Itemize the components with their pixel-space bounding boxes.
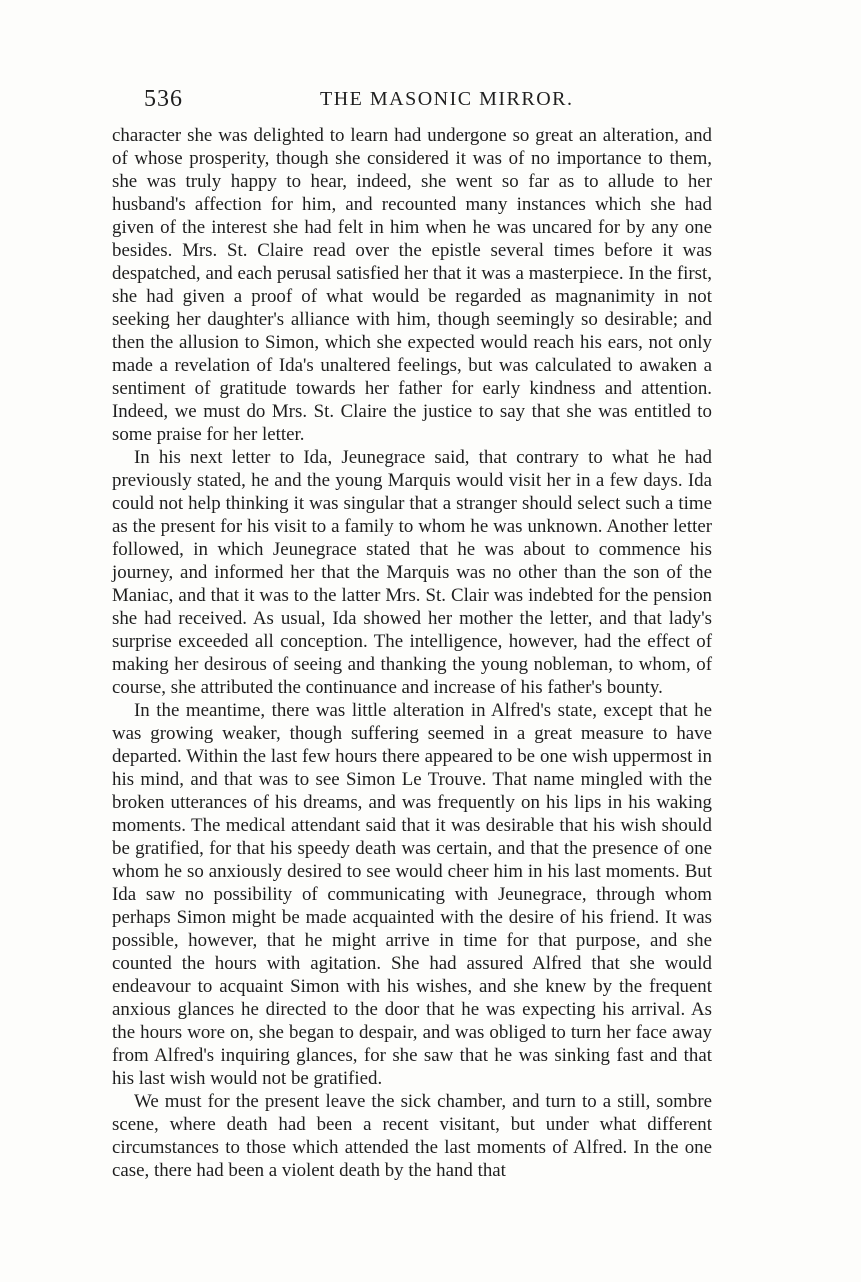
paragraph: In his next letter to Ida, Jeunegrace said, that contrary to what he had previously stated, he and the young Marquis would visit her in a few days. Ida could not help thinking it was singular that a stranger should select such a time as the present for his visit to a family to whom he was unknown. Another letter followed, in which Jeunegrace stated that he was about to commence his journey, and informed her that the Marquis was no other than the son of the Maniac, and that it was to the latter Mrs. St. Clair was indebted for the pension she had received. As usual, Ida showed her mother the letter, and that lady's surprise exceeded all conception. The intelligence, however, had the effect of making her desirous of seeing and thanking the young nobleman, to whom, of course, she attributed the continuance and increase of his father's bounty. xyxy=(112,447,712,698)
body-text xyxy=(112,124,712,1182)
page-number: 536 xyxy=(144,86,183,112)
paragraph: character she was delighted to learn had undergone so great an alteration, and of whose prosperity, though she considered it was of no importance to them, she was truly happy to hear, indeed, she went so far as to allude to her husband's affection for him, and recounted many instances which she had given of the interest she had felt in him when he was uncared for by any one besides. Mrs. St. Claire read over the epistle several times before it was despatched, and each perusal satisfied her that it was a masterpiece. In the first, she had given a proof of what would be regarded as magnanimity in not seeking her daughter's alliance with him, though seemingly so desirable; and then the allusion to Simon, which she expected would reach his ears, not only made a revelation of Ida's unaltered feelings, but was calculated to awaken a sentiment of gratitude towards her father for early kindness and attention. Indeed, we must do Mrs. St. Claire the justice to say that she was entitled to some praise for her letter. xyxy=(112,125,712,445)
running-head xyxy=(144,86,716,116)
paragraph: We must for the present leave the sick chamber, and turn to a still, sombre scene, where death had been a recent visitant, but under what different circumstances to those which attended the last moments of Alfred. In the one case, there had been a violent death by the hand that xyxy=(112,1091,712,1181)
journal-title: THE MASONIC MIRROR. xyxy=(320,88,574,110)
paragraph: In the meantime, there was little alteration in Alfred's state, except that he was growing weaker, though suffering seemed in a great measure to have departed. Within the last few hours there appeared to be one wish uppermost in his mind, and that was to see Simon Le Trouve. That name mingled with the broken utterances of his dreams, and was frequently on his lips in his waking moments. The medical attendant said that it was desirable that his wish should be gratified, for that his speedy death was certain, and that the presence of one whom he so anxiously desired to see would cheer him in his last moments. But Ida saw no possibility of communicating with Jeunegrace, through whom perhaps Simon might be made acquainted with the desire of his friend. It was possible, however, that he might arrive in time for that purpose, and she counted the hours with agitation. She had assured Alfred that she would endeavour to acquaint Simon with his wishes, and she knew by the frequent anxious glances he directed to the door that he was expecting his arrival. As the hours wore on, she began to despair, and was obliged to turn her face away from Alfred's inquiring glances, for she saw that he was sinking fast and that his last wish would not be gratified. xyxy=(112,700,712,1089)
